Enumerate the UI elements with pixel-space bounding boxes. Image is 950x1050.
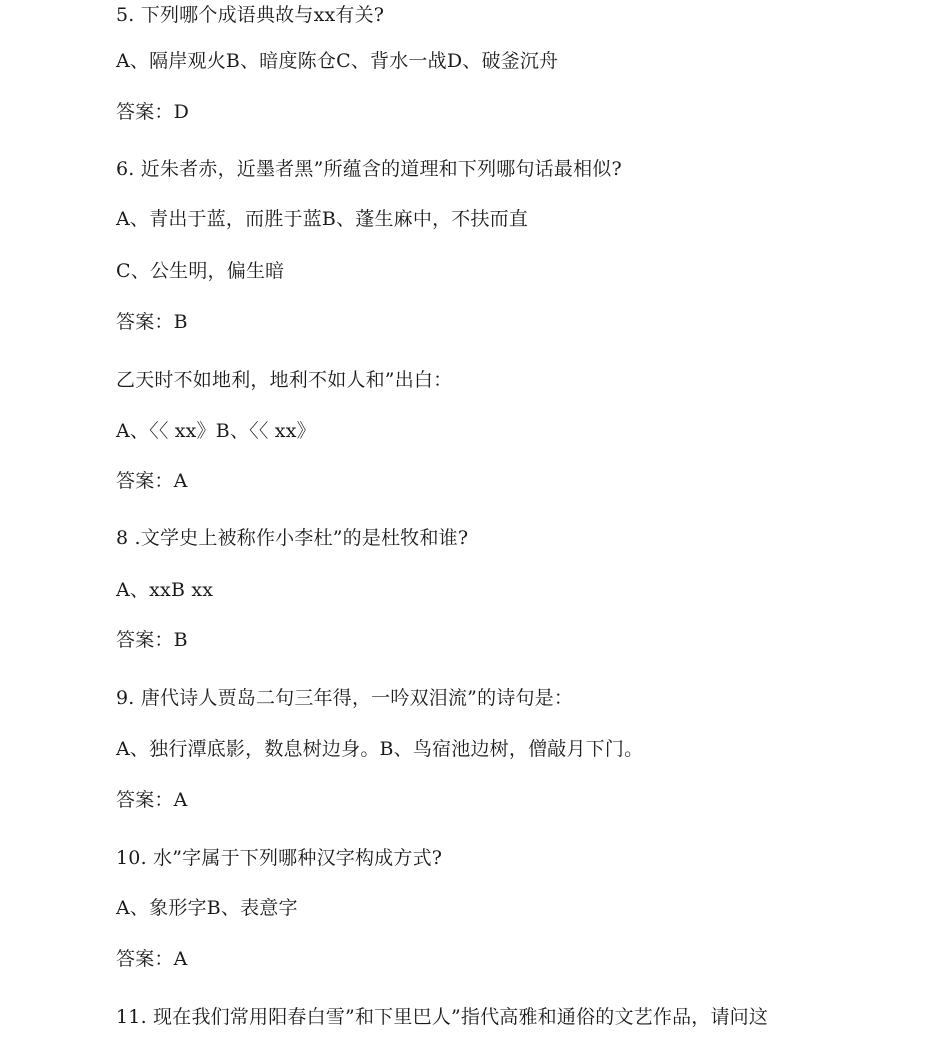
question-6-answer: 答案：B [116, 311, 188, 333]
question-7-text: 乙天时不如地利，地利不如人和”出白： [116, 369, 453, 391]
question-10-text: 10. 水”字属于下列哪种汉字构成方式? [116, 847, 443, 869]
question-5-text: 5. 下列哪个成语典故与xx有关? [116, 4, 385, 26]
question-10-options: A、象形字B、表意字 [116, 897, 298, 919]
question-10-answer: 答案：A [116, 948, 188, 970]
question-5-options: A、隔岸观火B、暗度陈仓C、背水一战D、破釜沉舟 [116, 50, 559, 72]
question-8-answer: 答案：B [116, 629, 188, 651]
question-6-option-c: C、公生明，偏生暗 [116, 260, 285, 282]
question-7-answer: 答案：A [116, 470, 188, 492]
question-5-answer: 答案：D [116, 101, 190, 123]
question-8-text: 8 .文学史上被称作小李杜”的是杜牧和谁? [116, 527, 469, 549]
question-6-options-ab: A、青出于蓝，而胜于蓝B、蓬生麻中，不扶而直 [116, 208, 529, 230]
question-9-text: 9. 唐代诗人贾岛二句三年得，一吟双泪流”的诗句是： [116, 687, 574, 709]
question-6-text: 6. 近朱者赤，近墨者黑”所蕴含的道理和下列哪句话最相似? [116, 158, 622, 180]
question-8-options: A、xxB xx [116, 579, 214, 601]
question-9-options: A、独行潭底影，数息树边身。B、鸟宿池边树，僧敲月下门。 [116, 738, 644, 760]
question-11-text: 11. 现在我们常用阳春白雪”和下里巴人”指代高雅和通俗的文艺作品，请问这 [116, 1006, 769, 1028]
question-7-options: A、〈〈 xx》B、〈〈 xx》 [116, 420, 316, 442]
question-9-answer: 答案：A [116, 789, 188, 811]
